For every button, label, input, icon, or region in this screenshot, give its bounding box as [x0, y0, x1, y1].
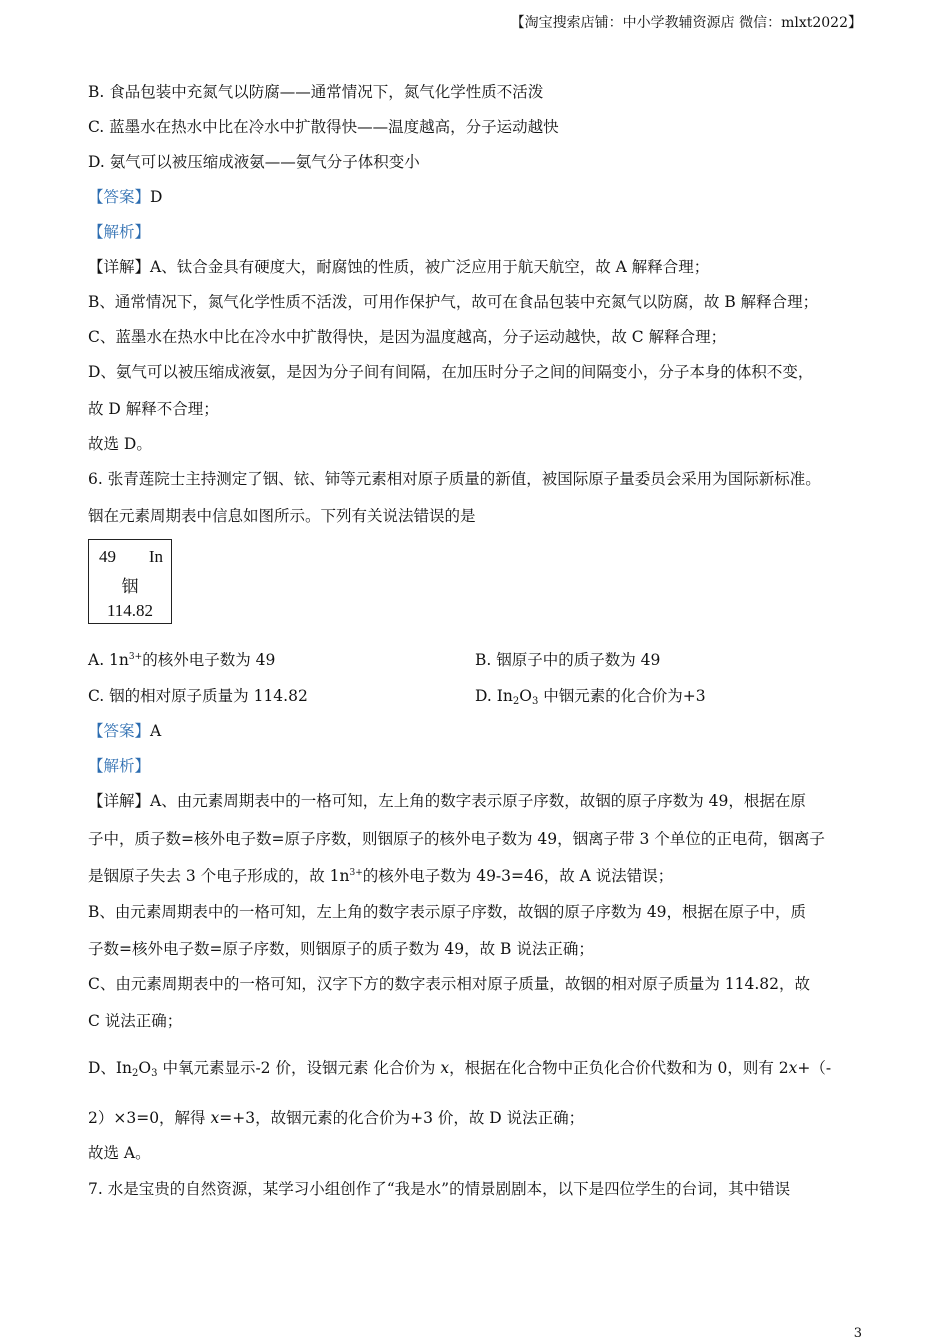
detail-tag: 【详解】	[88, 792, 151, 810]
variable-x: x	[440, 1059, 450, 1077]
q5-detail-line-2: B、通常情况下，氮气化学性质不活泼，可用作保护气，故可在食品包装中充氮气以防腐，故 B 解释合理；	[88, 293, 819, 311]
q6-detail-a-line-1	[88, 791, 806, 811]
detail-text: +（-	[797, 1059, 832, 1077]
q5-option-b: B. 食品包装中充氮气以防腐——通常情况下，氮气化学性质不活泼	[88, 83, 544, 101]
element-card-indium	[88, 539, 172, 624]
answer-value: A	[150, 722, 162, 740]
detail-text: D、In	[88, 1059, 133, 1077]
q6-detail-d-line-1	[88, 1058, 831, 1078]
q6-analysis-tag: 【解析】	[88, 757, 151, 775]
detail-text: A、由元素周期表中的一格可知，左上角的数字表示原子序数，故铟的原子序数为 49，根据在原	[150, 792, 806, 810]
subscript: 2	[132, 1068, 139, 1079]
option-a-text: 的核外电子数为 49	[142, 651, 276, 669]
formula-in: D. In	[475, 687, 513, 705]
detail-text: 是铟原子失去 3 个电子形成的，故 1n	[88, 867, 350, 885]
q6-stem-line-1: 6. 张青莲院士主持测定了铟、铱、铈等元素相对原子质量的新值，被国际原子量委员会采用为国际新标准。	[88, 470, 821, 488]
q6-conclusion: 故选 A。	[88, 1144, 151, 1162]
formula-o: O	[519, 687, 532, 705]
q6-detail-b-line-2: 子数=核外电子数=原子序数，则铟原子的质子数为 49，故 B 说法正确；	[88, 940, 594, 958]
q6-detail-d-line-2	[88, 1108, 584, 1128]
detail-text: 的核外电子数为 49-3=46，故 A 说法错误；	[362, 867, 674, 885]
formula-o: O	[138, 1059, 152, 1077]
q6-answer	[88, 721, 161, 741]
page-number: 3	[853, 1326, 862, 1341]
q7-stem: 7. 水是宝贵的自然资源，某学习小组创作了“我是水”的情景剧剧本，以下是四位学生的台词，其中错误	[88, 1180, 791, 1198]
variable-x: x	[788, 1059, 798, 1077]
answer-tag: 【答案】	[88, 188, 151, 206]
subscript: 2	[512, 696, 520, 707]
ion-charge: 3+	[349, 868, 363, 878]
subscript: 3	[151, 1068, 158, 1079]
q6-detail-a-line-2: 子中，质子数=核外电子数=原子序数，则铟原子的核外电子数为 49，铟离子带 3 个单位的正电荷，铟离子	[88, 830, 825, 848]
q5-answer	[88, 187, 162, 207]
q5-conclusion: 故选 D。	[88, 435, 152, 453]
q5-option-c: C. 蓝墨水在热水中比在冷水中扩散得快——温度越高，分子运动越快	[88, 118, 559, 136]
atomic-number: 49	[99, 547, 116, 566]
detail-text: A、钛合金具有硬度大，耐腐蚀的性质，被广泛应用于航天航空，故 A 解释合理；	[150, 258, 710, 276]
detail-tag: 【详解】	[88, 258, 151, 276]
q5-option-d: D. 氨气可以被压缩成液氨——氨气分子体积变小	[88, 153, 420, 171]
detail-text: =+3，故铟元素的化合价为+3 价，故 D 说法正确；	[219, 1109, 585, 1127]
q6-detail-b-line-1: B、由元素周期表中的一格可知，左上角的数字表示原子序数，故铟的原子序数为 49，根据在原子中，质	[88, 903, 807, 921]
variable-x: x	[210, 1109, 220, 1127]
q5-analysis-tag: 【解析】	[88, 223, 151, 241]
answer-value: D	[150, 188, 163, 206]
detail-text: 2）×3=0，解得	[88, 1109, 211, 1127]
q6-detail-a-line-3	[88, 866, 673, 886]
q5-detail-line-5: 故 D 解释不合理；	[88, 400, 219, 418]
q6-detail-c-line-1: C、由元素周期表中的一格可知，汉字下方的数字表示相对原子质量，故铟的相对原子质量为 114.82，故	[88, 975, 811, 993]
atomic-mass: 114.82	[106, 601, 154, 620]
q6-option-a	[88, 650, 275, 670]
answer-tag: 【答案】	[88, 722, 151, 740]
element-name: 铟	[121, 577, 139, 596]
detail-text: ，根据在化合物中正负化合价代数和为 0，则有 2	[449, 1059, 789, 1077]
ion-charge: 3+	[128, 652, 143, 662]
option-a-prefix: A. 1n	[88, 651, 129, 669]
subscript: 3	[531, 696, 539, 707]
q6-detail-c-line-2: C 说法正确；	[88, 1012, 183, 1030]
q5-detail-line-1	[88, 257, 709, 277]
q5-detail-line-4: D、氨气可以被压缩成液氨，是因为分子间有间隔，在加压时分子之间的间隔变小，分子本身的体积不变，	[88, 363, 814, 381]
q6-option-d	[475, 686, 706, 706]
q6-option-b: B. 铟原子中的质子数为 49	[475, 651, 661, 669]
q5-detail-line-3: C、蓝墨水在热水中比在冷水中扩散得快，是因为温度越高，分子运动越快，故 C 解释合理；	[88, 328, 727, 346]
option-d-text: 中铟元素的化合价为+3	[538, 687, 706, 705]
detail-text: 中氧元素显示-2 价，设铟元素 化合价为	[157, 1059, 441, 1077]
q6-stem-line-2: 铟在元素周期表中信息如图所示。下列有关说法错误的是	[88, 507, 476, 525]
q6-option-c: C. 铟的相对原子质量为 114.82	[88, 687, 308, 705]
element-symbol: In	[148, 547, 163, 566]
page-header: 【淘宝搜索店铺：中小学教辅资源店 微信：mlxt2022】	[510, 15, 862, 31]
